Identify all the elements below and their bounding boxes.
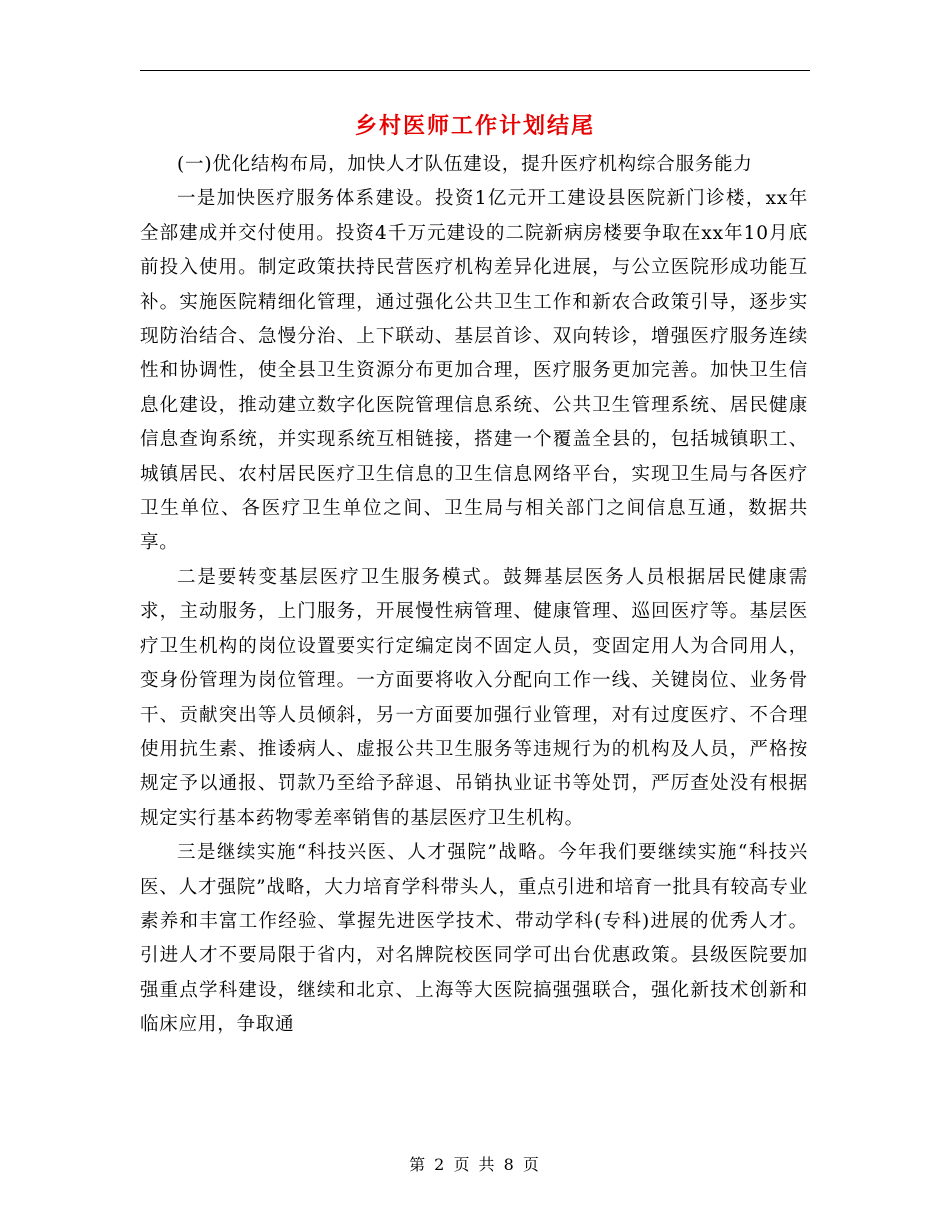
document-title: 乡村医师工作计划结尾: [354, 113, 595, 139]
paragraph: 一是加快医疗服务体系建设。投资1亿元开工建设县医院新门诊楼，xx年全部建成并交付使用。投资4千万元建设的二院新病房楼要争取在xx年10月底前投入使用。制定政策扶持民营医疗机构差异化进展，与公立医院形成功能互补。实施医院精细化管理，通过强化公共卫生工作和新农合政策引导，逐步实现防治结合、急慢分治、上下联动、基层首诊、双向转诊，增强医疗服务连续性和协调性，使全县卫生资源分布更加合理，医疗服务更加完善。加快卫生信息化建设，推动建立数字化医院管理信息系统、公共卫生管理系统、居民健康信息查询系统，并实现系统互相链接，搭建一个覆盖全县的，包括城镇职工、城镇居民、农村居民医疗卫生信息的卫生信息网络平台，实现卫生局与各医疗卫生单位、各医疗卫生单位之间、卫生局与相关部门之间信息互通，数据共享。: [140, 188, 808, 554]
page-footer: 第 2 页 共 8 页: [409, 1155, 541, 1174]
header-rule: [140, 70, 810, 71]
paragraph: (一)优化结构布局，加快人才队伍建设，提升医疗机构综合服务能力: [177, 154, 753, 175]
paragraph: 三是继续实施“科技兴医、人才强院”战略。今年我们要继续实施“科技兴医、人才强院”战略，大力培育学科带头人，重点引进和培育一批具有较高专业素养和丰富工作经验、掌握先进医学技术、带动学科(专科)进展的优秀人才。引进人才不要局限于省内，对名牌院校医同学可出台优惠政策。县级医院要加强重点学科建设，继续和北京、上海等大医院搞强强联合，强化新技术创新和临床应用，争取通: [140, 842, 808, 1036]
document-body: [140, 148, 808, 1043]
paragraph: 二是要转变基层医疗卫生服务模式。鼓舞基层医务人员根据居民健康需求，主动服务，上门服务，开展慢性病管理、健康管理、巡回医疗等。基层医疗卫生机构的岗位设置要实行定编定岗不固定人员，变固定用人为合同用人，变身份管理为岗位管理。一方面要将收入分配向工作一线、关键岗位、业务骨干、贡献突出等人员倾斜，另一方面要加强行业管理，对有过度医疗、不合理使用抗生素、推诿病人、虚报公共卫生服务等违规行为的机构及人员，严格按规定予以通报、罚款乃至给予辞退、吊销执业证书等处罚，严厉查处没有根据规定实行基本药物零差率销售的基层医疗卫生机构。: [140, 566, 808, 829]
